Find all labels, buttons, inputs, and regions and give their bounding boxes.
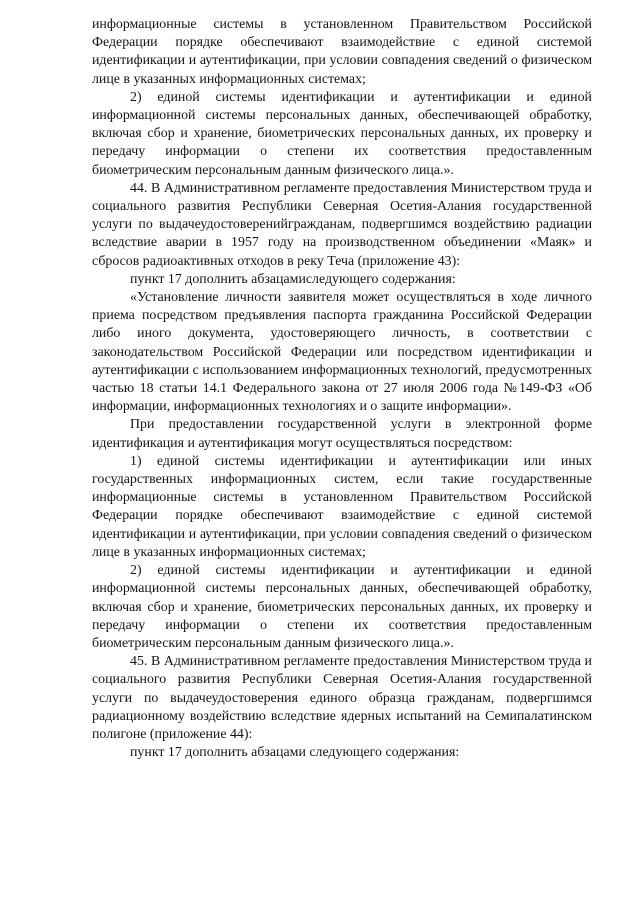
paragraph-item-2-biometric: 2) единой системы идентификации и аутентификации и единой информационной системы персональных данных, обеспечивающей обработку, включая сбор и хранение, биометрических персональных данных, их проверку и передачу информации о степени их соответствия предоставленным биометрическим персональным данным физического лица.». (92, 89, 592, 178)
paragraph-section-44: 44. В Административном регламенте предоставления Министерством труда и социального развития Республики Северная Осетия-Алания государственной услуги по выдачеудостоверенийгражданам, подвергшимся воздействию радиации вследствие аварии в 1957 году на производственном объединении «Маяк» и сбросов радиоактивных отходов в реку Теча (приложение 43): (92, 180, 592, 269)
paragraph-item-1-esia: 1) единой системы идентификации и аутентификации или иных государственных информационных систем, если такие государственные информационные системы в установленном Правительством Российской Федерации порядке обеспечивают взаимодействие с единой системой идентификации и аутентификации, при условии совпадения сведений о физическом лице в указанных информационных системах; (92, 453, 592, 560)
paragraph-point-17-amend-final: пункт 17 дополнить абзацами следующего содержания: (130, 745, 460, 761)
paragraph-electronic-form: При предоставлении государственной услуги в электронной форме идентификация и аутентификация могут осуществляться посредством: (92, 417, 592, 451)
paragraph-identity-establishment: «Установление личности заявителя может осуществляться в ходе личного приема посредством предъявления паспорта гражданина Российской Федерации либо иного документа, удостоверяющего личность, в соответствии с законодательством Российской Федерации или посредством идентификации и аутентификации с использованием информационных технологий, предусмотренных частью 18 статьи 14.1 Федерального закона от 27 июля 2006 года №149-ФЗ «Об информации, информационных технологиях и о защите информации». (92, 290, 592, 415)
paragraph-section-45: 45. В Административном регламенте предоставления Министерством труда и социального развития Республики Северная Осетия-Алания государственной услуги по выдачеудостоверения единого образца гражданам, подвергшимся радиационному воздействию вследствие ядерных испытаний на Семипалатинском полигоне (приложение 44): (92, 654, 592, 742)
document-page (92, 16, 592, 762)
paragraph-point-17-amend: пункт 17 дополнить абзацамиследующего содержания: (130, 271, 456, 287)
paragraph-continuation: информационные системы в установленном Правительством Российской Федерации порядке обеспечивают взаимодействие с единой системой идентификации и аутентификации, при условии совпадения сведений о физическом лице в указанных информационных системах; (92, 17, 592, 87)
paragraph-item-2-biometric-repeat: 2) единой системы идентификации и аутентификации и единой информационной системы персональных данных, обеспечивающей обработку, включая сбор и хранение, биометрических персональных данных, их проверку и передачу информации о степени их соответствия предоставленным биометрическим персональным данным физического лица.». (92, 563, 592, 651)
